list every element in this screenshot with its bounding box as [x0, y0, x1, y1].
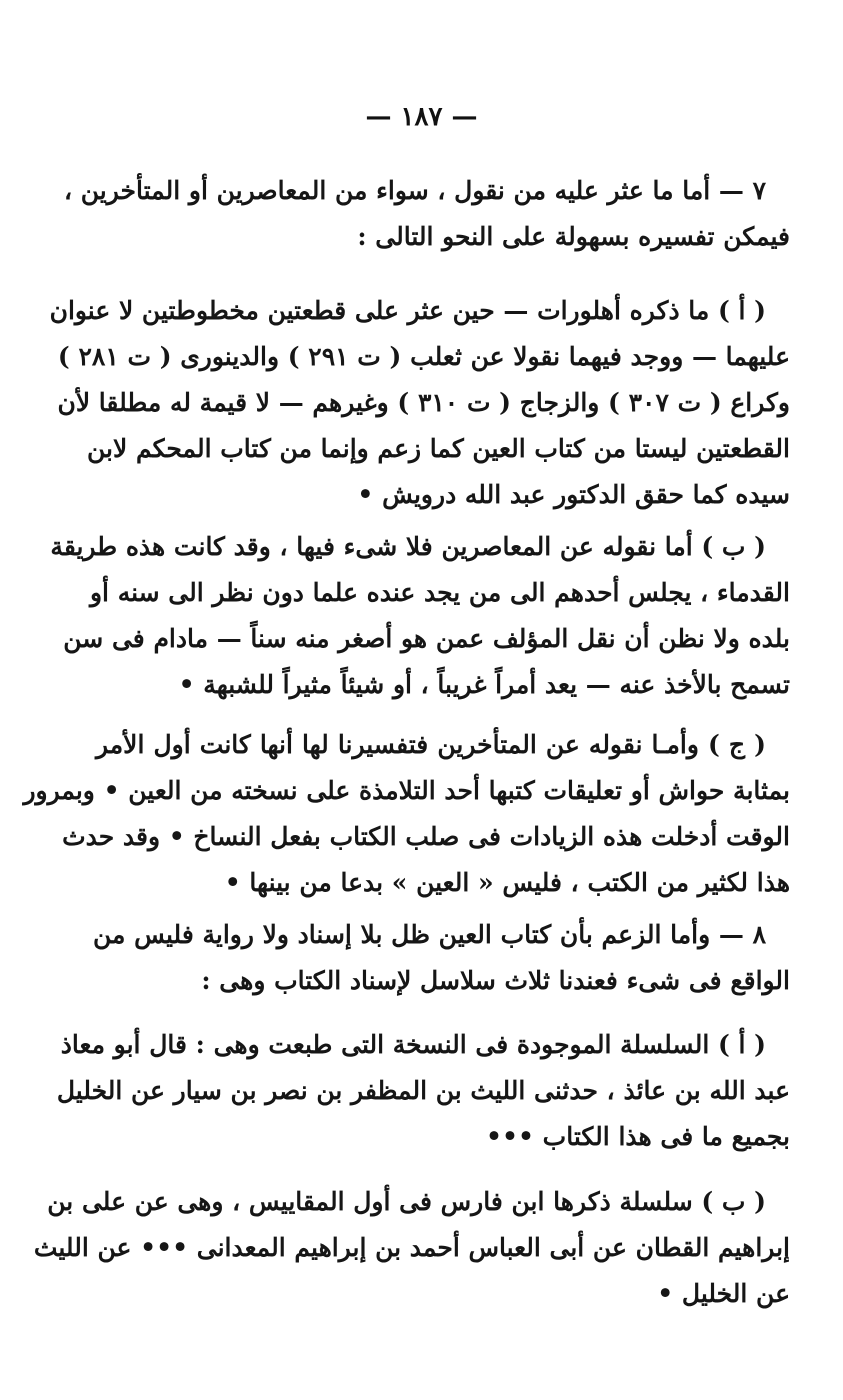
paragraph-8-b: [33, 1179, 790, 1317]
paragraph-line: عبد الله بن عائذ ، حدثنى الليث بن المظفر بن نصر بن سيار عن الخليل: [56, 1076, 790, 1105]
paragraph-line: الواقع فى شىء فعندنا ثلاث سلاسل لإسناد الكتاب وهى :: [201, 966, 790, 995]
paragraph-line: بلده ولا نظن أن نقل المؤلف عمن هو أصغر منه سناً — مادام فى سن: [63, 624, 790, 653]
paragraph-line: ٨ — وأما الزعم بأن كتاب العين ظل بلا إسناد ولا رواية فليس من: [93, 920, 766, 949]
paragraph-7-a: [49, 288, 790, 518]
paragraph-line: القدماء ، يجلس أحدهم الى من يجد عنده علما دون نظر الى سنه أو: [89, 578, 790, 607]
paragraph-7-c: [23, 722, 790, 906]
paragraph-line: ( ب ) أما نقوله عن المعاصرين فلا شىء فيها ، وقد كانت هذه طريقة: [50, 532, 766, 561]
paragraph-line: تسمح بالأخذ عنه — يعد أمراً غريباً ، أو شيئاً مثيراً للشبهة •: [178, 670, 790, 699]
page-number: — ١٨٧ —: [365, 102, 478, 132]
paragraph-line: ( ج ) وأمـا نقوله عن المتأخرين فتفسيرنا لها أنها كانت أول الأمر: [96, 730, 766, 759]
paragraph-line: إبراهيم القطان عن أبى العباس أحمد بن إبراهيم المعدانى ••• عن الليث: [33, 1233, 790, 1262]
paragraph-line: عن الخليل •: [657, 1279, 790, 1308]
paragraph-8-a: [56, 1022, 790, 1160]
paragraph-line: بجميع ما فى هذا الكتاب •••: [486, 1122, 790, 1151]
paragraph-7-b: [50, 524, 790, 708]
paragraph-line: بمثابة حواش أو تعليقات كتبها أحد التلامذة على نسخته من العين • وبمرور: [23, 776, 790, 805]
paragraph-line: سيده كما حقق الدكتور عبد الله درويش •: [357, 480, 790, 509]
paragraph-line: وكراع ( ت ٣٠٧ ) والزجاج ( ت ٣١٠ ) وغيرهم — لا قيمة له مطلقا لأن: [57, 388, 790, 417]
paragraph-8: [93, 912, 790, 1004]
paragraph-line: ٧ — أما ما عثر عليه من نقول ، سواء من المعاصرين أو المتأخرين ،: [63, 176, 766, 205]
paragraph-line: ( أ ) السلسلة الموجودة فى النسخة التى طبعت وهى : قال أبو معاذ: [60, 1030, 766, 1059]
paragraph-line: القطعتين ليستا من كتاب العين كما زعم وإنما من كتاب المحكم لابن: [87, 434, 790, 463]
paragraph-line: الوقت أدخلت هذه الزيادات فى صلب الكتاب بفعل النساخ • وقد حدث: [62, 822, 790, 851]
paragraph-line: هذا لكثير من الكتب ، فليس « العين » بدعا من بينها •: [224, 868, 790, 897]
paragraph-line: فيمكن تفسيره بسهولة على النحو التالى :: [357, 222, 790, 251]
paragraph-7: [63, 168, 790, 260]
paragraph-line: ( ب ) سلسلة ذكرها ابن فارس فى أول المقاييس ، وهى عن على بن: [47, 1187, 766, 1216]
paragraph-line: ( أ ) ما ذكره أهلورات — حين عثر على قطعتين مخطوطتين لا عنوان: [49, 296, 766, 325]
paragraph-line: عليهما — ووجد فيهما نقولا عن ثعلب ( ت ٢٩١ ) والدينورى ( ت ٢٨١ ): [57, 342, 790, 371]
